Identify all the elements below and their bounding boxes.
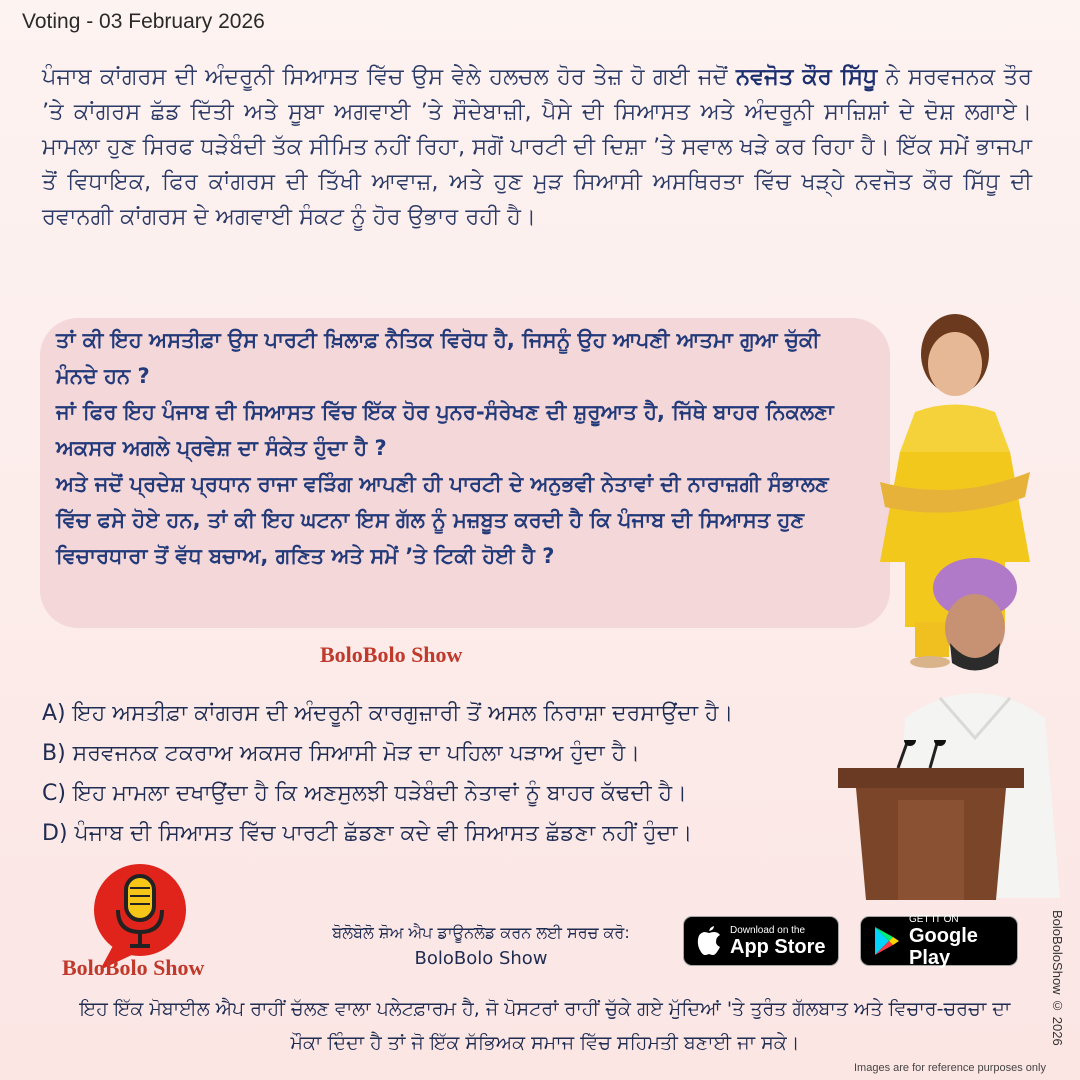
question-text bbox=[56, 322, 866, 574]
question-line-2: ਜਾਂ ਫਿਰ ਇਹ ਪੰਜਾਬ ਦੀ ਸਿਆਸਤ ਵਿੱਚ ਇੱਕ ਹੋਰ ਪੁਨਰ-ਸੰਰੇਖਣ ਦੀ ਸ਼ੁਰੂਆਤ ਹੈ, ਜਿੱਥੇ ਬਾਹਰ ਨਿਕਲਣਾ ਅਕਸਰ ਅਗਲੇ ਪ੍ਰਵੇਸ਼ ਦਾ ਸੰਕੇਤ ਹੁੰਦਾ ਹੈ ? bbox=[56, 400, 834, 460]
logo-text: BoloBolo Show bbox=[62, 955, 205, 980]
googleplay-big-label: Google Play bbox=[909, 924, 978, 969]
disclaimer: Images are for reference purposes only bbox=[854, 1062, 1046, 1074]
search-prompt bbox=[296, 920, 666, 972]
question-line-3: ਅਤੇ ਜਦੋਂ ਪ੍ਰਦੇਸ਼ ਪ੍ਰਧਾਨ ਰਾਜਾ ਵੜਿੰਗ ਆਪਣੀ ਹੀ ਪਾਰਟੀ ਦੇ ਅਨੁਭਵੀ ਨੇਤਾਵਾਂ ਦੀ ਨਾਰਾਜ਼ਗੀ ਸੰਭਾਲਣ ਵਿੱਚ ਫਸੇ ਹੋਏ ਹਨ, ਤਾਂ ਕੀ ਇਹ ਘਟਨਾ ਇਸ ਗੱਲ ਨੂੰ ਮਜ਼ਬੂਤ ਕਰਦੀ ਹੈ ਕਿ ਪੰਜਾਬ ਦੀ ਸਿਆਸਤ ਹੁਣ ਵਿਚਾਰਧਾਰਾ ਤੋਂ ਵੱਧ ਬਚਾਅ, ਗਣਿਤ ਅਤੇ ਸਮੇਂ ’ਤੇ ਟਿਕੀ ਹੋਈ ਹੈ ? bbox=[56, 472, 829, 568]
search-prompt-text: ਬੋਲੋਬੋਲੋ ਸ਼ੋਅ ਐਪ ਡਾਊਨਲੋਡ ਕਰਨ ਲਈ ਸਰਚ ਕਰੋ: bbox=[332, 923, 630, 942]
google-play-icon bbox=[873, 926, 901, 956]
option-a[interactable]: A) ਇਹ ਅਸਤੀਫ਼ਾ ਕਾਂਗਰਸ ਦੀ ਅੰਦਰੂਨੀ ਕਾਰਗੁਜ਼ਾਰੀ ਤੋਂ ਅਸਲ ਨਿਰਾਸ਼ਾ ਦਰਸਾਉਂਦਾ ਹੈ। bbox=[42, 701, 734, 726]
app-store-button[interactable] bbox=[683, 916, 839, 966]
intro-paragraph bbox=[42, 60, 1032, 235]
copyright-vertical: BoloBoloShow © 2026 bbox=[1050, 910, 1065, 1046]
google-play-button[interactable] bbox=[860, 913, 1018, 969]
date-header: Voting - 03 February 2026 bbox=[22, 10, 265, 33]
brand-watermark: BoloBolo Show bbox=[320, 642, 463, 667]
intro-lead: ਪੰਜਾਬ ਕਾਂਗਰਸ ਦੀ ਅੰਦਰੂਨੀ ਸਿਆਸਤ ਵਿੱਚ ਉਸ ਵੇਲੇ ਹਲਚਲ ਹੋਰ ਤੇਜ਼ ਹੋ ਗਈ ਜਦੋਂ bbox=[42, 64, 736, 90]
question-line-1: ਤਾਂ ਕੀ ਇਹ ਅਸਤੀਫ਼ਾ ਉਸ ਪਾਰਟੀ ਖ਼ਿਲਾਫ਼ ਨੈਤਿਕ ਵਿਰੋਧ ਹੈ, ਜਿਸਨੂੰ ਉਹ ਆਪਣੀ ਆਤਮਾ ਗੁਆ ਚੁੱਕੀ ਮੰਨਦੇ ਹਨ ? bbox=[56, 328, 820, 388]
apple-icon bbox=[696, 926, 722, 956]
appstore-small-label: Download on the bbox=[730, 924, 806, 936]
intro-name: ਨਵਜੋਤ ਕੌਰ ਸਿੱਧੂ bbox=[736, 64, 878, 90]
app-name: BoloBolo Show bbox=[414, 948, 548, 969]
googleplay-small-label: GET IT ON bbox=[909, 913, 959, 925]
option-b[interactable]: B) ਸਰਵਜਨਕ ਟਕਰਾਅ ਅਕਸਰ ਸਿਆਸੀ ਮੋੜ ਦਾ ਪਹਿਲਾ ਪੜਾਅ ਹੁੰਦਾ ਹੈ। bbox=[42, 741, 641, 766]
option-c[interactable]: C) ਇਹ ਮਾਮਲਾ ਦਖਾਉਂਦਾ ਹੈ ਕਿ ਅਣਸੁਲਝੀ ਧੜੇਬੰਦੀ ਨੇਤਾਵਾਂ ਨੂੰ ਬਾਹਰ ਕੱਢਦੀ ਹੈ। bbox=[42, 781, 687, 806]
platform-description: ਇਹ ਇੱਕ ਮੋਬਾਈਲ ਐਪ ਰਾਹੀਂ ਚੱਲਣ ਵਾਲਾ ਪਲੇਟਫ਼ਾਰਮ ਹੈ, ਜੋ ਪੋਸਟਰਾਂ ਰਾਹੀਂ ਚੁੱਕੇ ਗਏ ਮੁੱਦਿਆਂ 'ਤੇ ਤੁਰੰਤ ਗੱਲਬਾਤ ਅਤੇ ਵਿਚਾਰ-ਚਰਚਾ ਦਾ ਮੌਕਾ ਦਿੰਦਾ ਹੈ ਤਾਂ ਜੋ ਇੱਕ ਸੱਭਿਅਕ ਸਮਾਜ ਵਿੱਚ ਸਹਿਮਤੀ ਬਣਾਈ ਜਾ ਸਕੇ। bbox=[79, 998, 1011, 1054]
appstore-big-label: App Store bbox=[730, 935, 826, 958]
intro-rest: ਨੇ ਸਰਵਜਨਕ ਤੌਰ ’ਤੇ ਕਾਂਗਰਸ ਛੱਡ ਦਿੱਤੀ ਅਤੇ ਸੂਬਾ ਅਗਵਾਈ ’ਤੇ ਸੌਦੇਬਾਜ਼ੀ, ਪੈਸੇ ਦੀ ਸਿਆਸਤ ਅਤੇ ਅੰਦਰੂਨੀ ਸਾਜ਼ਿਸ਼ਾਂ ਦੇ ਦੋਸ਼ ਲਗਾਏ। ਮਾਮਲਾ ਹੁਣ ਸਿਰਫ ਧੜੇਬੰਦੀ ਤੱਕ ਸੀਮਿਤ ਨਹੀਂ ਰਿਹਾ, ਸਗੋਂ ਪਾਰਟੀ ਦੀ ਦਿਸ਼ਾ ’ਤੇ ਸਵਾਲ ਖੜੇ ਕਰ ਰਿਹਾ ਹੈ। ਇੱਕ ਸਮੇਂ ਭਾਜਪਾ ਤੋਂ ਵਿਧਾਇਕ, ਫਿਰ ਕਾਂਗਰਸ ਦੀ ਤਿੱਖੀ ਆਵਾਜ਼, ਅਤੇ ਹੁਣ ਮੁੜ ਸਿਆਸੀ ਅਸਥਿਰਤਾ ਵਿੱਚ ਖੜ੍ਹੇ ਨਵਜੋਤ ਕੌਰ ਸਿੱਧੂ ਦੀ ਰਵਾਨਗੀ ਕਾਂਗਰਸ ਦੇ ਅਗਵਾਈ ਸੰਕਟ ਨੂੰ ਹੋਰ ਉਭਾਰ ਰਹੀ ਹੈ। bbox=[42, 64, 1032, 230]
options-list bbox=[42, 694, 892, 854]
option-d[interactable]: D) ਪੰਜਾਬ ਦੀ ਸਿਆਸਤ ਵਿੱਚ ਪਾਰਟੀ ਛੱਡਣਾ ਕਦੇ ਵੀ ਸਿਆਸਤ ਛੱਡਣਾ ਨਹੀਂ ਹੁੰਦਾ। bbox=[42, 821, 693, 846]
